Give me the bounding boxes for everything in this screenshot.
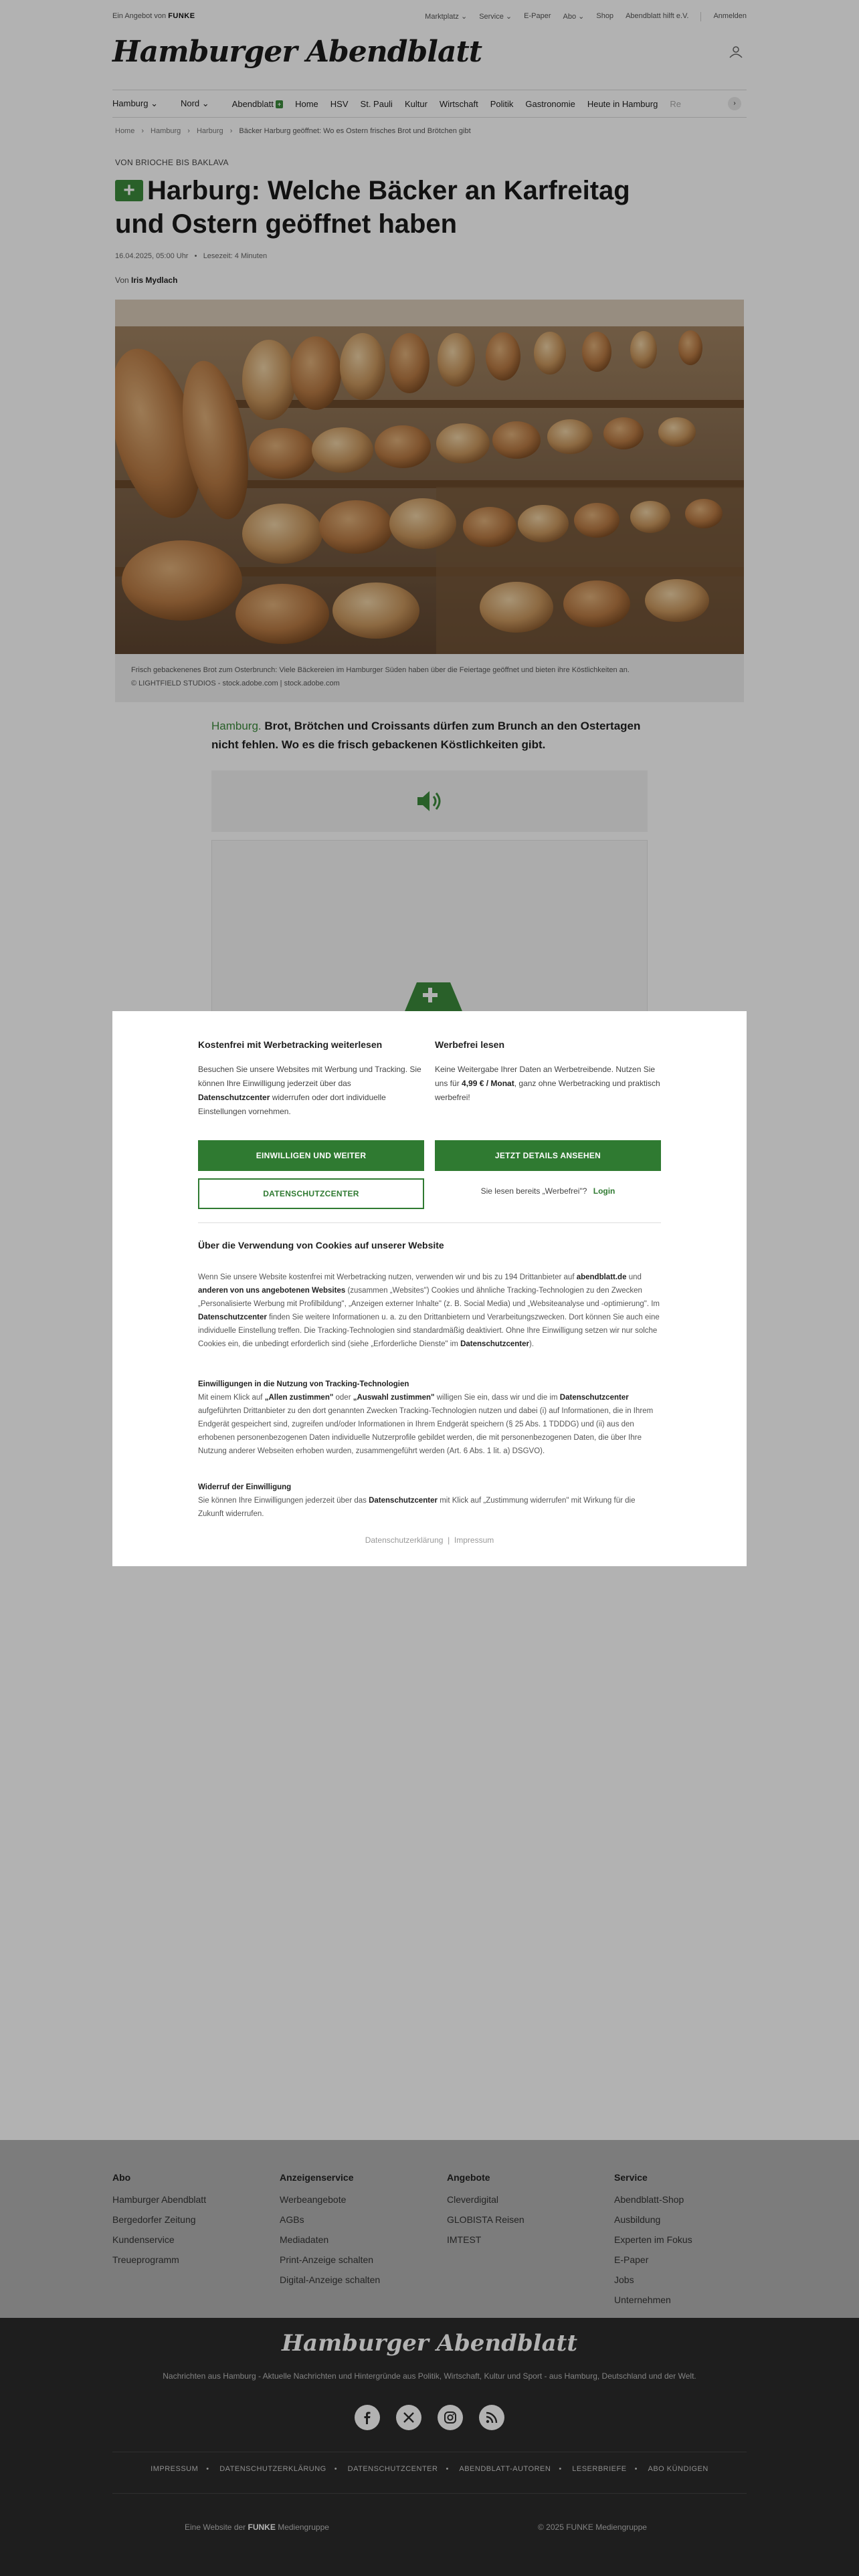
- footer-link[interactable]: AGBs: [280, 2214, 304, 2225]
- cookie-section-title: Über die Verwendung von Cookies auf unserer Website: [198, 1240, 444, 1251]
- imprint-link[interactable]: Impressum: [454, 1535, 494, 1545]
- p1-and: und: [628, 1273, 642, 1281]
- masthead-logo[interactable]: Hamburger Abendblatt: [112, 35, 482, 69]
- modal-footer-links: [112, 1535, 747, 1545]
- footer-link[interactable]: Werbeangebote: [280, 2194, 347, 2205]
- nav-nord-dropdown[interactable]: Nord ⌄: [180, 98, 209, 108]
- abendblatt-hilft-link[interactable]: Abendblatt hilft e.V.: [626, 12, 689, 20]
- offer-prefix: Ein Angebot von: [112, 12, 167, 20]
- footlinks-dim: [0, 2140, 859, 2318]
- funke-brand[interactable]: FUNKE: [248, 2523, 276, 2532]
- website-note-prefix: Eine Website der: [185, 2523, 246, 2532]
- footer-link[interactable]: Hamburger Abendblatt: [112, 2194, 207, 2205]
- p1-end: ).: [529, 1340, 535, 1348]
- nav-scroll-right-icon[interactable]: ›: [728, 97, 741, 110]
- free-with-tracking-column: [198, 1038, 424, 1119]
- caption-text: Frisch gebackenenes Brot zum Osterbrunch: Viele Bäckereien im Hamburger Süden haben über die Feiertage geöffnet und bieten ihre Köstlichkeiten an.: [131, 666, 630, 674]
- p3-title: Widerruf der Einwilligung: [198, 1483, 292, 1491]
- p1-privacy-center-link[interactable]: Datenschutzcenter: [198, 1313, 267, 1321]
- cookie-paragraph-2: [198, 1378, 661, 1458]
- datenschutzerklaerung-link[interactable]: DATENSCHUTZERKLÄRUNG: [219, 2465, 326, 2473]
- lead-location: Hamburg.: [211, 720, 262, 732]
- headline-text: Harburg: Welche Bäcker an Karfreitag und Ostern geöffnet haben: [115, 176, 630, 239]
- p3-text-a: Sie können Ihre Einwilligungen jederzeit über das: [198, 1497, 367, 1505]
- footer-link[interactable]: Unternehmen: [614, 2294, 671, 2305]
- free-text-1: Besuchen Sie unsere Websites mit Werbung und Tracking. Sie können Ihre Einwilligung jederzeit über das: [198, 1065, 421, 1088]
- view-details-button[interactable]: JETZT DETAILS ANSEHEN: [435, 1140, 661, 1171]
- footer-link[interactable]: IMTEST: [447, 2234, 482, 2245]
- footer-separator: |: [448, 1535, 450, 1545]
- breadcrumb-harburg[interactable]: Harburg: [196, 127, 223, 135]
- p2-text-e: willigen Sie ein, dass wir und die im: [436, 1394, 558, 1402]
- modal-login-link[interactable]: Login: [593, 1186, 615, 1196]
- footer-col-title: Service: [614, 2172, 648, 2183]
- marktplatz-link[interactable]: Marktplatz ⌄: [425, 13, 468, 21]
- cookie-consent-modal: [112, 1011, 747, 1566]
- footer-link[interactable]: E-Paper: [614, 2254, 649, 2265]
- p1-purposes: (zusammen „Websites") Cookies und ähnliche Tracking-Technologien zu den Zwecken „Personalisierte Werbung mit Profilbildung", „Anzeigen externer Inhalte" (z. B. Social Media) und „Websiteanalyse und -optimierung". Im: [198, 1287, 660, 1308]
- nav-truncated-item[interactable]: Re: [670, 98, 681, 109]
- privacy-center-button[interactable]: DATENSCHUTZCENTER: [198, 1178, 424, 1209]
- abendblatt-autoren-link[interactable]: ABENDBLATT-AUTOREN: [459, 2465, 551, 2473]
- bullet: •: [446, 2465, 449, 2473]
- bullet: •: [334, 2465, 338, 2473]
- footer-col-title: Anzeigenservice: [280, 2172, 354, 2183]
- free-title: Kostenfrei mit Werbetracking weiterlesen: [198, 1039, 383, 1050]
- p2-privacy-center-link[interactable]: Datenschutzcenter: [559, 1394, 629, 1402]
- footer-tagline: Nachrichten aus Hamburg - Aktuelle Nachrichten und Hintergründe aus Politik, Wirtschaft, Kultur und Sport - aus Hamburg, Deutschland und der Welt.: [163, 2371, 696, 2381]
- breadcrumb-separator: ›: [229, 127, 233, 135]
- breadcrumb-home[interactable]: Home: [115, 127, 135, 135]
- p3-privacy-center-link[interactable]: Datenschutzcenter: [369, 1497, 438, 1505]
- author-prefix: Von: [115, 276, 129, 285]
- footer-col-title: Angebote: [447, 2172, 490, 2183]
- footer-link[interactable]: Abendblatt-Shop: [614, 2194, 684, 2205]
- breadcrumb-current: Bäcker Harburg geöffnet: Wo es Ostern frisches Brot und Brötchen gibt: [239, 127, 471, 135]
- footer-link[interactable]: Treueprogramm: [112, 2254, 179, 2265]
- adfree-title: Werbefrei lesen: [435, 1039, 505, 1050]
- footer-logo[interactable]: Hamburger Abendblatt: [281, 2330, 578, 2357]
- footer-col-title: Abo: [112, 2172, 131, 2183]
- breadcrumb-separator: ›: [141, 127, 145, 135]
- adfree-text-2: , ganz ohne Werbetracking und praktisch werbefrei!: [435, 1079, 660, 1102]
- p1-more: finden Sie weitere Informationen u. a. zu den Drittanbietern und Verarbeitungszwecken. Dort können Sie auch eine individuelle Einstellung treffen. Die Tracking-Technologien sind standardmäßig deaktiviert. Ohne Ihre Einwilligung setzen wir nur solche Cookies ein, die unbedingt erforderlich sind (siehe „Erforderliche Dienste" im: [198, 1313, 660, 1348]
- bullet: •: [206, 2465, 209, 2473]
- p3-text-c: mit Klick auf „Zustimmung widerrufen" mit Wirkung für die Zukunft widerrufen.: [198, 1497, 636, 1518]
- p1-privacy-center-link-2[interactable]: Datenschutzcenter: [460, 1340, 529, 1348]
- service-link[interactable]: Service ⌄: [479, 13, 512, 21]
- adfree-price: 4,99 € / Monat: [462, 1079, 514, 1088]
- free-description: [198, 1063, 424, 1119]
- footer-link[interactable]: Digital-Anzeige schalten: [280, 2274, 381, 2285]
- footer-link[interactable]: Experten im Fokus: [614, 2234, 692, 2245]
- p1-other-sites: anderen von uns angebotenen Websites: [198, 1287, 346, 1295]
- shop-link[interactable]: Shop: [596, 12, 614, 20]
- footer-link[interactable]: Mediadaten: [280, 2234, 329, 2245]
- footer-link[interactable]: GLOBISTA Reisen: [447, 2214, 524, 2225]
- p2-or: oder: [335, 1394, 351, 1402]
- datenschutzcenter-link[interactable]: DATENSCHUTZCENTER: [347, 2465, 438, 2473]
- p1-text: Wenn Sie unsere Website kostenfrei mit Werbetracking nutzen, verwenden wir und bis zu 194 Drittanbieter auf: [198, 1273, 575, 1281]
- copyright: © 2025 FUNKE Mediengruppe: [538, 2523, 647, 2532]
- footer-link[interactable]: Print-Anzeige schalten: [280, 2254, 374, 2265]
- p2-title: Einwilligungen in die Nutzung von Tracking-Technologien: [198, 1380, 409, 1388]
- website-note-suffix: Mediengruppe: [278, 2523, 329, 2532]
- p2-text-g: aufgeführten Drittanbieter zu den dort genannten Zwecken Tracking-Technologien nutzen und dabei (i) auf Informationen, die in Ihrem Endgerät gespeichert sind, zugreifen und/oder Informationen in Ihrem Endgerät speichern (§ 25 Abs. 1 TDDDG) und (ii) aus den erhobenen personenbezogenen Daten individuelle Nutzerprofile gebildet werden, die mit personenbezogenen Daten, die über Ihre Nutzung anderer Webseiten erhoben wurden, zusammengeführt werden (Art. 6 Abs. 1 lit. a) DSGVO).: [198, 1407, 654, 1455]
- footer-link[interactable]: Ausbildung: [614, 2214, 661, 2225]
- impressum-link[interactable]: IMPRESSUM: [151, 2465, 199, 2473]
- abo-kuendigen-link[interactable]: ABO KÜNDIGEN: [648, 2465, 708, 2473]
- p2-accept-selection: „Auswahl zustimmen": [353, 1394, 435, 1402]
- p2-accept-all: „Allen zustimmen": [264, 1394, 334, 1402]
- epaper-link[interactable]: E-Paper: [524, 12, 551, 20]
- nav-politik[interactable]: Politik: [490, 98, 514, 109]
- breadcrumb-hamburg[interactable]: Hamburg: [151, 127, 181, 135]
- already-subscribed-line: [435, 1186, 661, 1196]
- bullet: •: [634, 2465, 638, 2473]
- nav-kultur[interactable]: Kultur: [404, 98, 427, 109]
- author-name[interactable]: Iris Mydlach: [131, 276, 178, 285]
- article-meta: 16.04.2025, 05:00 Uhr • Lesezeit: 4 Minuten: [115, 252, 268, 260]
- adfree-text-1: Keine Weitergabe Ihrer Daten an Werbetreibende. Nutzen Sie uns für: [435, 1065, 656, 1088]
- nav-hamburg-dropdown[interactable]: Hamburg ⌄: [112, 98, 158, 108]
- cookie-paragraph-3: [198, 1481, 661, 1521]
- nav-wirtschaft[interactable]: Wirtschaft: [439, 98, 478, 109]
- footer-link[interactable]: Cleverdigital: [447, 2194, 499, 2205]
- cookie-paragraph-1: [198, 1271, 661, 1351]
- article-kicker: VON BRIOCHE BIS BAKLAVA: [115, 158, 229, 167]
- divider: [198, 1222, 661, 1223]
- funke-logo[interactable]: FUNKE: [168, 12, 195, 20]
- nav-abendblatt-label: Abendblatt: [231, 98, 274, 109]
- ad-free-column: [435, 1038, 661, 1105]
- image-credit: © LIGHTFIELD STUDIOS - stock.adobe.com | stock.adobe.com: [131, 679, 340, 687]
- login-link[interactable]: Anmelden: [713, 12, 747, 20]
- nav-hsv[interactable]: HSV: [330, 98, 349, 109]
- nav-st-pauli[interactable]: St. Pauli: [360, 98, 393, 109]
- p2-text-a: Mit einem Klick auf: [198, 1394, 263, 1402]
- privacy-center-inline-link[interactable]: Datenschutzcenter: [198, 1093, 270, 1102]
- nav-gastronomie[interactable]: Gastronomie: [525, 98, 575, 109]
- reading-time: Lesezeit: 4 Minuten: [203, 252, 268, 260]
- article-date: 16.04.2025, 05:00 Uhr: [115, 252, 189, 260]
- plus-icon: +: [115, 180, 143, 201]
- free-text-2: widerrufen oder dort individuelle Einstellungen vornehmen.: [198, 1093, 386, 1116]
- nav-heute-in-hamburg[interactable]: Heute in Hamburg: [587, 98, 658, 109]
- adfree-description: [435, 1063, 661, 1105]
- already-subscribed-text: Sie lesen bereits „Werbefrei"?: [480, 1186, 587, 1196]
- leserbriefe-link[interactable]: LESERBRIEFE: [572, 2465, 627, 2473]
- plus-badge: +: [276, 100, 283, 108]
- footer-link[interactable]: Bergedorfer Zeitung: [112, 2214, 196, 2225]
- footer-link[interactable]: Kundenservice: [112, 2234, 175, 2245]
- footer-link[interactable]: Jobs: [614, 2274, 634, 2285]
- footer-dim: [0, 2318, 859, 2576]
- breadcrumb-separator: ›: [187, 127, 190, 135]
- privacy-policy-link[interactable]: Datenschutzerklärung: [365, 1535, 444, 1545]
- p1-site: abendblatt.de: [576, 1273, 627, 1281]
- nav-home[interactable]: Home: [295, 98, 318, 109]
- accept-and-continue-button[interactable]: EINWILLIGEN UND WEITER: [198, 1140, 424, 1171]
- abo-link[interactable]: Abo ⌄: [563, 13, 585, 21]
- lead-text: Brot, Brötchen und Croissants dürfen zum Brunch an den Ostertagen nicht fehlen. Wo es die frisch gebackenen Köstlichkeiten gibt.: [211, 720, 641, 751]
- bullet: •: [559, 2465, 562, 2473]
